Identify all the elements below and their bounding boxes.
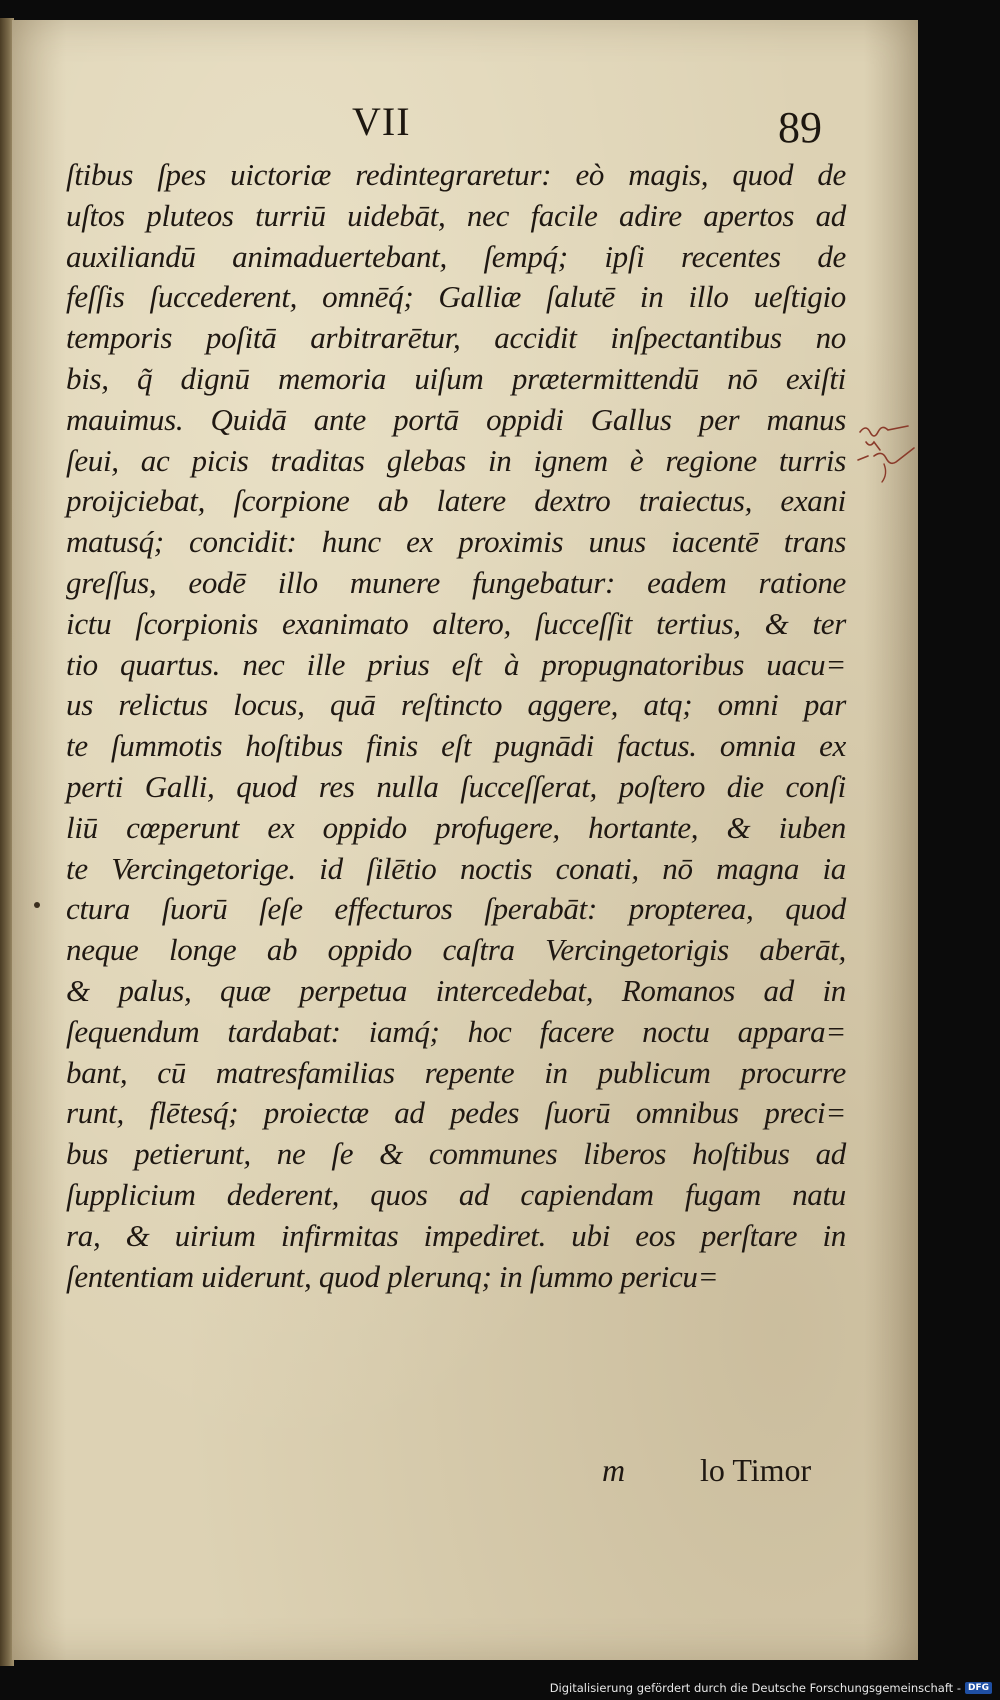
handwriting-scribble-icon [854,420,924,490]
text-line: ſequendum tardabat: iamq́; hoc facere noctu appara= [66,1013,846,1049]
catchword: lo Timor [700,1452,812,1488]
text-line: ctura ſuorū ſeſe effecturos ſperabāt: propterea, quod [66,891,846,927]
text-line: ſtibus ſpes uictoriæ redintegraretur: eò magis, quod de [66,157,846,192]
digitization-credit [550,1681,992,1695]
handwritten-margin-annotation [854,420,924,490]
text-line: bus petierunt, ne ſe & communes liberos hoſtibus ad [66,1136,846,1172]
text-line: tio quartus. nec ille prius eſt à propugnatoribus uacu= [66,646,846,682]
text-line: mauimus. Quidā ante portā oppidi Gallus per manus [66,401,846,437]
text-line: bant, cū matresfamilias repente in publicum procurre [66,1054,846,1090]
book-page [12,20,918,1660]
text-line: matusq́; concidit: hunc ex proximis unus iacentē trans [66,524,846,560]
text-line: & palus, quæ perpetua intercedebat, Romanos ad in [66,972,846,1008]
text-line: ictu ſcorpionis exanimato altero, ſucceſſit tertius, & ter [66,605,846,641]
signature-mark: m [602,1452,626,1488]
text-line: te Vercingetorige. id ſilētio noctis conati, nō magna ia [66,850,846,886]
text-line: runt, flētesq́; proiectæ ad pedes ſuorū omnibus preci= [66,1095,846,1131]
text-line: temporis poſitā arbitrarētur, accidit inſpectantibus no [66,320,846,356]
text-line: ſupplicium dederent, quos ad capiendam fugam natu [66,1176,846,1212]
text-line: ſententiam uiderunt, quod plerunq; in ſummo pericu= [66,1258,719,1294]
text-line: auxiliandū animaduertebant, ſempq́; ipſi recentes de [66,238,846,274]
ink-speck [34,902,40,908]
text-line: greſſus, eodē illo munere fungebatur: eadem ratione [66,564,846,600]
text-line: neque longe ab oppido caſtra Vercingetorigis aberāt, [66,932,846,968]
text-line: ſeui, ac picis traditas glebas in ignem è regione turris [66,442,846,478]
text-line: ra, & uirium infirmitas impediret. ubi eos perſtare in [66,1217,846,1253]
dfg-logo: DFG [965,1682,992,1694]
text-line: liū cœperunt ex oppido profugere, hortante, & iuben [66,809,846,845]
text-line: feſſis ſuccederent, omnēq́; Galliæ ſalutē in illo ueſtigio [66,279,846,315]
text-line: us relictus locus, quā reſtincto aggere, atq; omni par [66,687,846,723]
text-line: proijciebat, ſcorpione ab latere dextro traiectus, exani [66,483,846,519]
text-line: perti Galli, quod res nulla ſucceſſerat, poſtero die conſi [66,768,846,804]
running-head: VII [352,99,411,144]
page-body-text [66,155,846,1297]
text-line: uſtos pluteos turriū uidebāt, nec facile adire apertos ad [66,197,846,233]
text-line: bis, q̃ dignū memoria uiſum prætermittendū nō exiſti [66,360,846,396]
page-number: 89 [778,103,822,152]
text-line: te ſummotis hoſtibus finis eſt pugnādi factus. omnia ex [66,728,846,764]
credit-text: Digitalisierung gefördert durch die Deutsche Forschungsgemeinschaft - [549,1681,961,1695]
